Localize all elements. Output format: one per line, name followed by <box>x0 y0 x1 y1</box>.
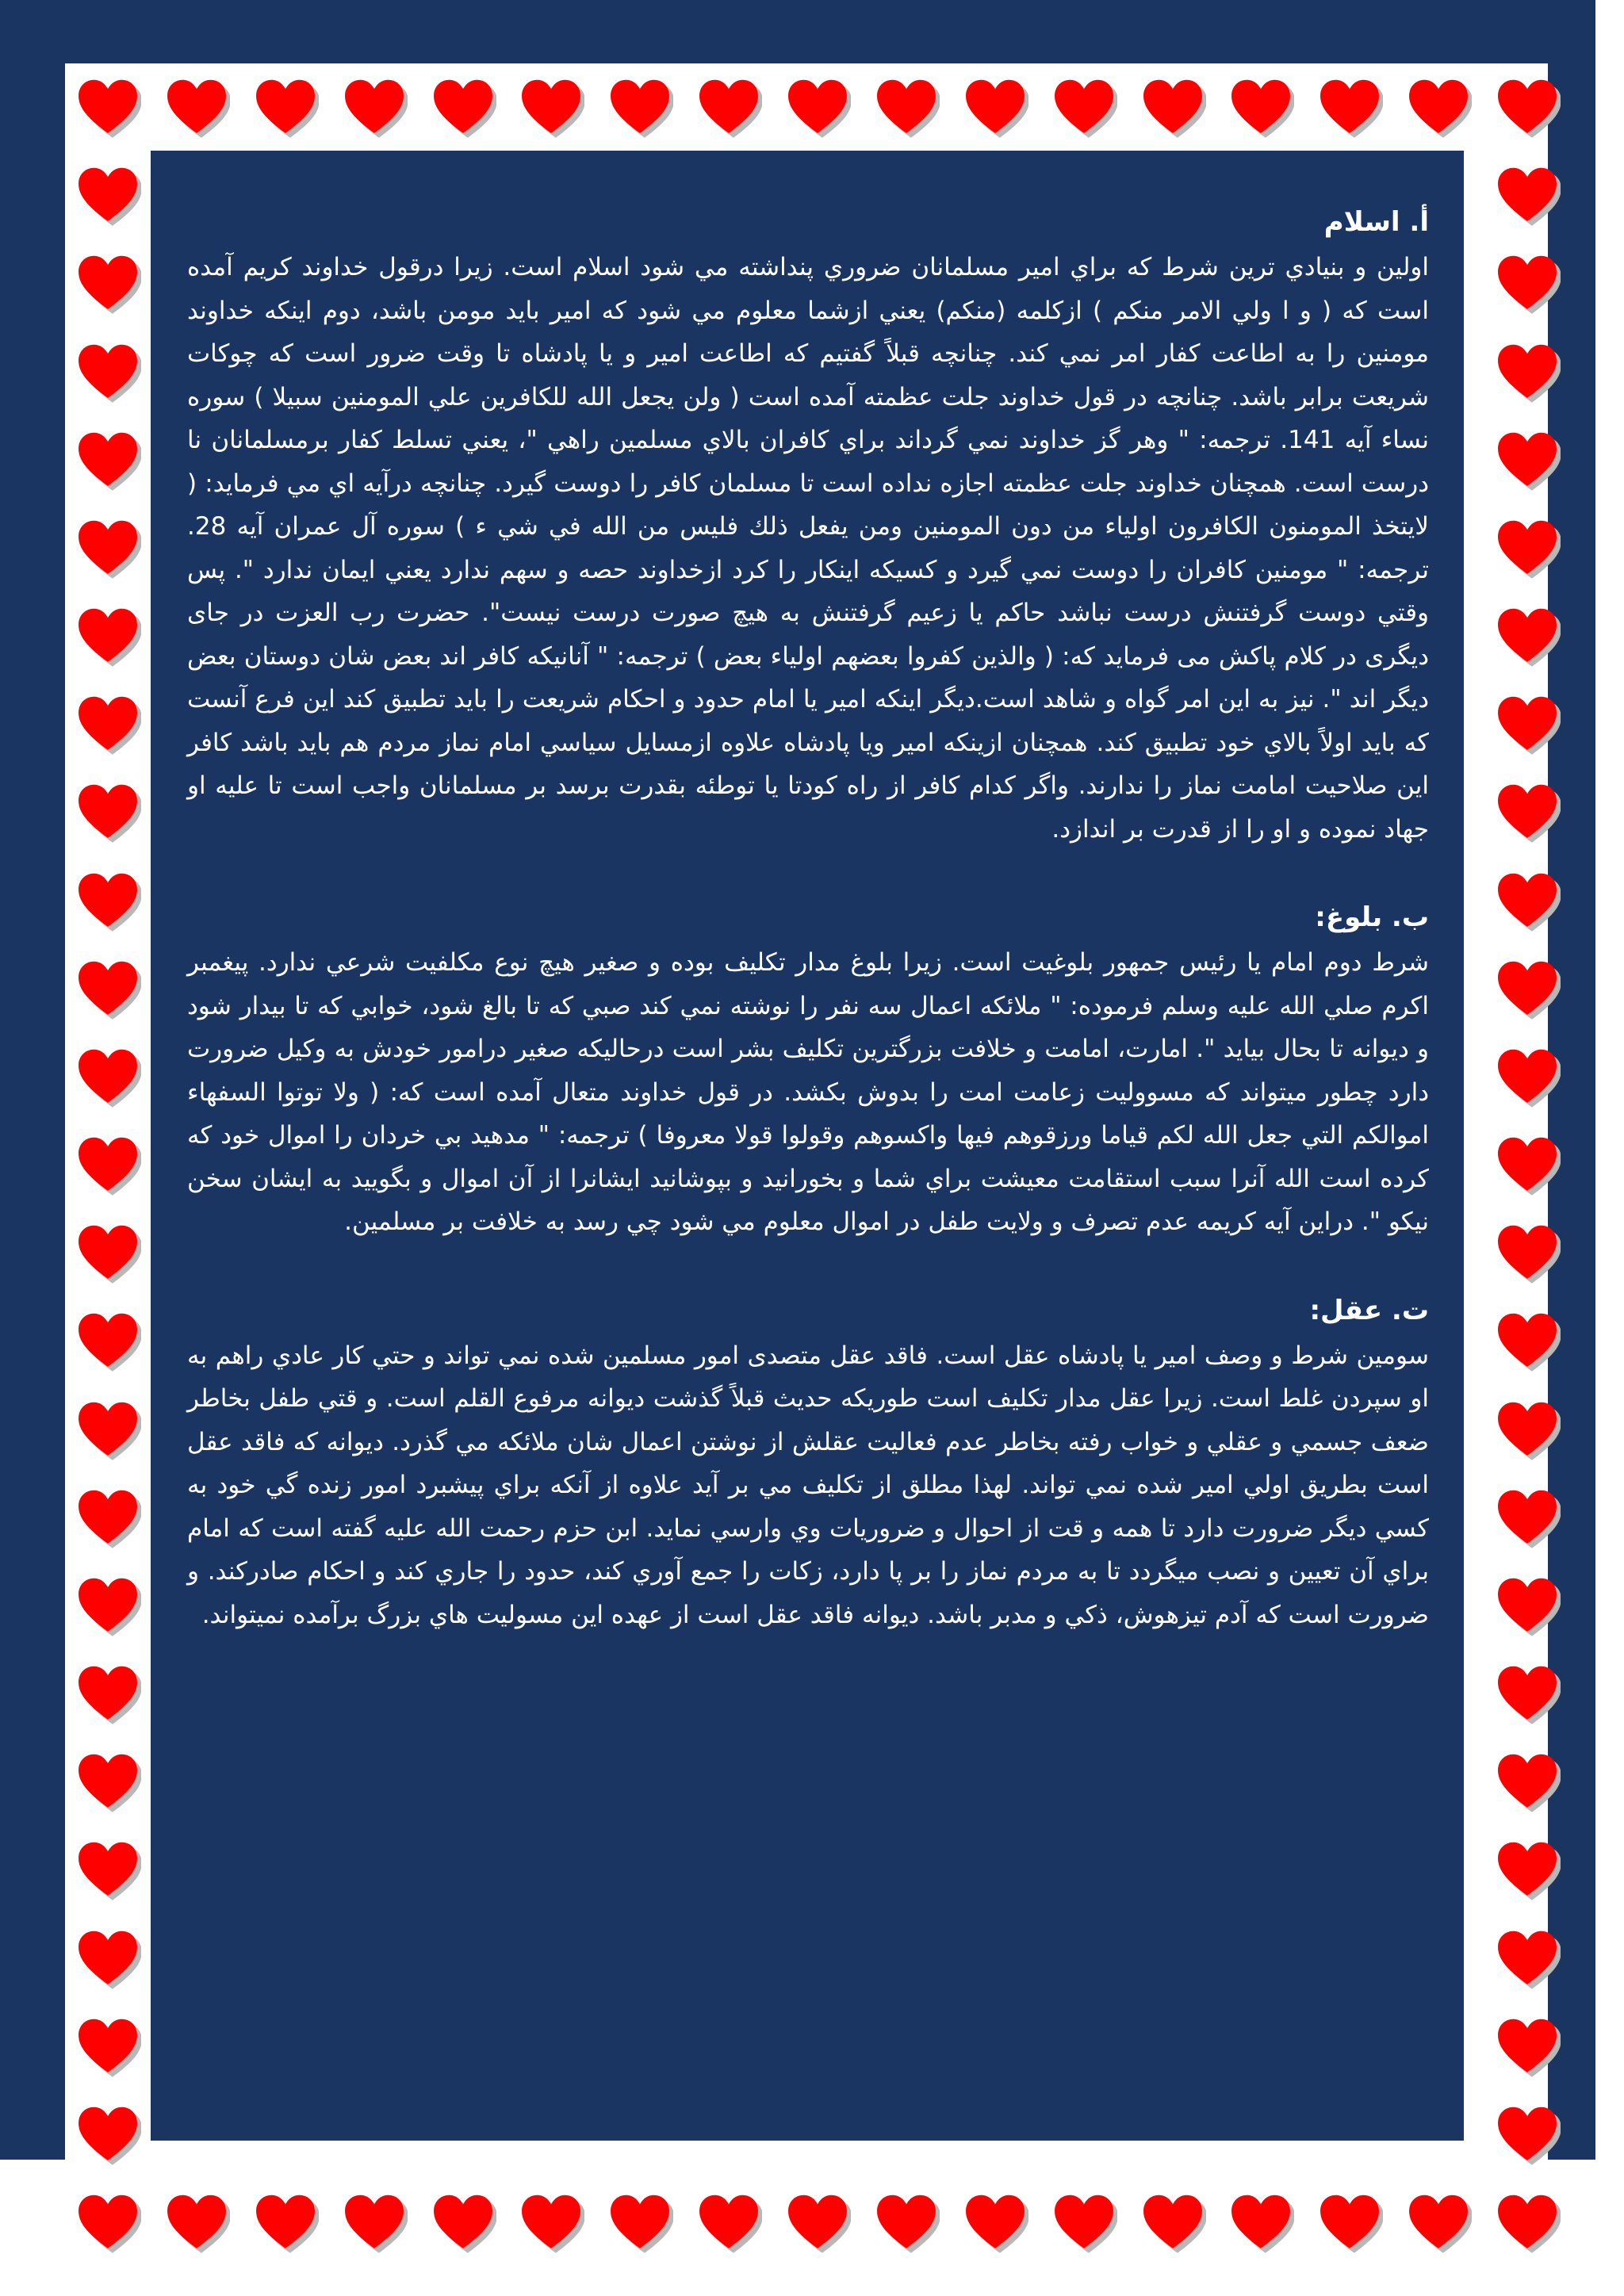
heart-icon <box>1405 2190 1472 2256</box>
heart-icon <box>75 163 141 229</box>
heart-icon <box>75 1132 141 1199</box>
heart-icon <box>75 515 141 582</box>
heart-icon <box>695 2190 762 2256</box>
section-gap <box>187 1244 1429 1287</box>
section-body-islam: اولين و بنيادي ترين شرط كه براي امير مسلمانان ضروري پنداشته مي شود اسلام است. زيرا درقول خداوند كريم آمده است كه ( و ا ولي الامر منكم ) ازكلمه (منكم) يعني ازشما معلوم مي شود كه امير بايد مومن باشد، دوم اينكه خداوند مومنين را به اطاعت كفار امر نمي كند. چنانچه قبلاً گفتيم كه اطاعت امير و يا پادشاه تا وقت ضرور است كه چوكات شريعت برابر باشد. چنانچه در قول خداوند جلت عظمته آمده است ( ولن يجعل الله للكافرين علي المومنين سبيلا ) سوره نساء آيه 141. ترجمه: " وهر گز خداوند نمي گرداند براي كافران بالاي مسلمين راهي "، يعني تسلط كفار برمسلمانان نا درست است. همچنان خداوند جلت عظمته اجازه نداده است تا مسلمان كافر را دوست گيرد. چنانچه درآيه اي مي فرمايد: ( لايتخذ المومنون الكافرون اولياء من دون المومنين ومن يفعل ذلك فليس من الله في شي ء ) سوره آل عمران آيه 28. ترجمه: " مومنين كافران را دوست نمي گيرد و كسيكه اينكار را كرد ازخداوند حصه و سهم ندارد يعني ايمان ندارد ". پس وقتي دوست گرفتنش درست نباشد حاكم يا زعيم گرفتنش به هيچ صورت درست نيست". حضرت رب العزت در جای دیگری در کلام پاکش می فرماید که: ( والذين كفروا بعضهم اولياء بعض ) ترجمه: " آنانيكه كافر اند بعض شان دوستان بعض ديگر اند ". نيز به اين امر گواه و شاهد است.ديگر اينكه امير يا امام حدود و احكام شريعت را بايد تطبيق كند اين فرع آنست كه بايد اولاً بالاي خود تطبيق كند. همچنان ازينكه امير ويا پادشاه علاوه ازمسايل سياسي امام نماز مردم هم بايد باشد كافر اين صلاحيت امامت نماز را ندارند. واگر كدام كافر از راه كودتا يا توطئه بقدرت برسد بر مسلمانان واجب است تا عليه او جهاد نموده و او را از قدرت بر اندازد. <box>187 253 1429 844</box>
heart-icon <box>518 75 584 141</box>
heart-icon <box>75 1220 141 1287</box>
article <box>187 198 1429 1636</box>
heart-icon <box>75 779 141 846</box>
heart-icon <box>75 1044 141 1111</box>
heart-icon <box>1494 515 1561 582</box>
heart-icon <box>1139 75 1206 141</box>
heart-icon <box>75 691 141 758</box>
heart-icon <box>1494 2014 1561 2080</box>
heart-icon <box>75 1485 141 1552</box>
section-gap <box>187 851 1429 894</box>
heart-icon <box>1494 1397 1561 1464</box>
heart-icon <box>75 1837 141 1904</box>
heart-icon <box>1494 1661 1561 1728</box>
heart-icon <box>1494 1220 1561 1287</box>
heart-icon <box>1494 1749 1561 1816</box>
heart-icon <box>1494 75 1561 141</box>
heart-icon <box>1494 163 1561 229</box>
heart-icon <box>1051 75 1117 141</box>
heart-icon <box>252 75 319 141</box>
section-heading-puberty: ب. بلوغ: <box>1315 901 1429 933</box>
section-body-puberty: شرط دوم امام يا رئيس جمهور بلوغيت است. زيرا بلوغ مدار تكليف بوده و صغير هيچ نوع مكلفيت شرعي ندارد. پيغمبر اكرم صلي الله عليه وسلم فرموده: " ملائكه اعمال سه نفر را نوشته نمي كند صبي كه تا بالغ شود، خوابي كه تا بيدار شود و ديوانه تا بحال بيايد ". امارت، امامت و خلافت بزرگترين تكليف بشر است درحاليكه صغير درامور خودش به وكيل ضرورت دارد چطور ميتواند كه مسووليت زعامت امت را بدوش بكشد. در قول خداوند متعال آمده است كه: ( ولا توتوا السفهاء اموالكم التي جعل الله لكم قياما ورزقوهم فيها واكسوهم وقولوا قولا معروفا ) ترجمه: " مدهيد بي خردان را اموال خود كه كرده است الله آنرا سبب استقامت معيشت براي شما و بخورانيد و بپوشانيد ايشانرا از آن اموال و بگوييد به ايشان سخن نيكو ". دراين آيه كريمه عدم تصرف و ولايت طفل در اموال معلوم مي شود چي رسد به خلافت بر مسلمين. <box>187 948 1429 1236</box>
heart-icon <box>1494 1573 1561 1640</box>
heart-icon <box>1494 1132 1561 1199</box>
heart-icon <box>75 427 141 494</box>
heart-icon <box>873 75 940 141</box>
heart-icon <box>75 1573 141 1640</box>
section-body-intellect: سومين شرط و وصف امير يا پادشاه عقل است. فاقد عقل متصدی امور مسلمين شده نمي تواند و حتي كار عادي راهم به او سپردن غلط است. زيرا عقل مدار تكليف است طوريكه حديث قبلاً گذشت ديوانه مرفوع القلم است. و قتي طفل بخاطر ضعف جسمي و عقلي و خواب رفته بخاطر عدم فعاليت عقلش از نوشتن اعمال شان ملائكه مي گذرد. ديوانه كه فاقد عقل است بطريق اولي امير شده نمي تواند. لهذا مطلق از تكليف مي بر آيد علاوه از آنكه براي پيشبرد امور زنده گي خود به كسي ديگر ضرورت دارد تا همه و قت از احوال و ضروريات وي وارسي نمايد. ابن حزم رحمت الله عليه گفته است كه امام براي آن تعيين و نصب ميگردد تا به مردم نماز را بر پا دارد، زكات را جمع آوري كند، حدود را جاري كند و احكام صادركند. و ضرورت است كه آدم تيزهوش، ذكي و مدبر باشد. ديوانه فاقد عقل است از عهده اين مسوليت هاي بزرگ برآمده نميتواند. <box>187 1341 1429 1629</box>
heart-icon <box>75 868 141 935</box>
heart-icon <box>1494 1837 1561 1904</box>
heart-icon <box>75 2190 141 2256</box>
heart-icon <box>962 2190 1028 2256</box>
heart-icon <box>695 75 762 141</box>
heart-icon <box>1494 1485 1561 1552</box>
heart-icon <box>1228 75 1294 141</box>
heart-icon <box>75 1926 141 1992</box>
heart-icon <box>75 1661 141 1728</box>
heart-icon <box>163 2190 230 2256</box>
heart-icon <box>1494 339 1561 406</box>
heart-icon <box>1494 2102 1561 2168</box>
heart-icon <box>341 2190 408 2256</box>
heart-icon <box>1494 691 1561 758</box>
heart-icon <box>784 2190 851 2256</box>
heart-icon <box>1494 1308 1561 1375</box>
heart-icon <box>1316 2190 1383 2256</box>
heart-icon <box>1051 2190 1117 2256</box>
heart-icon <box>962 75 1028 141</box>
heart-icon <box>430 2190 496 2256</box>
heart-icon <box>75 1308 141 1375</box>
heart-icon <box>1494 1044 1561 1111</box>
heart-icon <box>1228 2190 1294 2256</box>
heart-icon <box>75 339 141 406</box>
heart-icon <box>75 2102 141 2168</box>
heart-icon <box>252 2190 319 2256</box>
heart-icon <box>607 75 673 141</box>
heart-icon <box>1139 2190 1206 2256</box>
heart-icon <box>75 956 141 1023</box>
heart-icon <box>430 75 496 141</box>
heart-icon <box>784 75 851 141</box>
heart-icon <box>1494 251 1561 317</box>
heart-icon <box>1494 603 1561 670</box>
heart-icon <box>1494 2190 1561 2256</box>
heart-icon <box>75 251 141 317</box>
heart-icon <box>75 603 141 670</box>
heart-icon <box>341 75 408 141</box>
heart-icon <box>607 2190 673 2256</box>
heart-icon <box>1316 75 1383 141</box>
heart-icon <box>75 1749 141 1816</box>
heart-icon <box>518 2190 584 2256</box>
heart-icon <box>1494 868 1561 935</box>
heart-icon <box>75 75 141 141</box>
heart-icon <box>1494 427 1561 494</box>
heart-icon <box>1405 75 1472 141</box>
heart-icon <box>1494 1926 1561 1992</box>
heart-icon <box>1494 956 1561 1023</box>
section-heading-intellect: ت. عقل: <box>1309 1294 1429 1326</box>
section-heading-islam: أ. اسلام <box>1323 206 1429 238</box>
heart-icon <box>163 75 230 141</box>
heart-icon <box>1494 779 1561 846</box>
heart-icon <box>75 2014 141 2080</box>
heart-icon <box>873 2190 940 2256</box>
heart-icon <box>75 1397 141 1464</box>
